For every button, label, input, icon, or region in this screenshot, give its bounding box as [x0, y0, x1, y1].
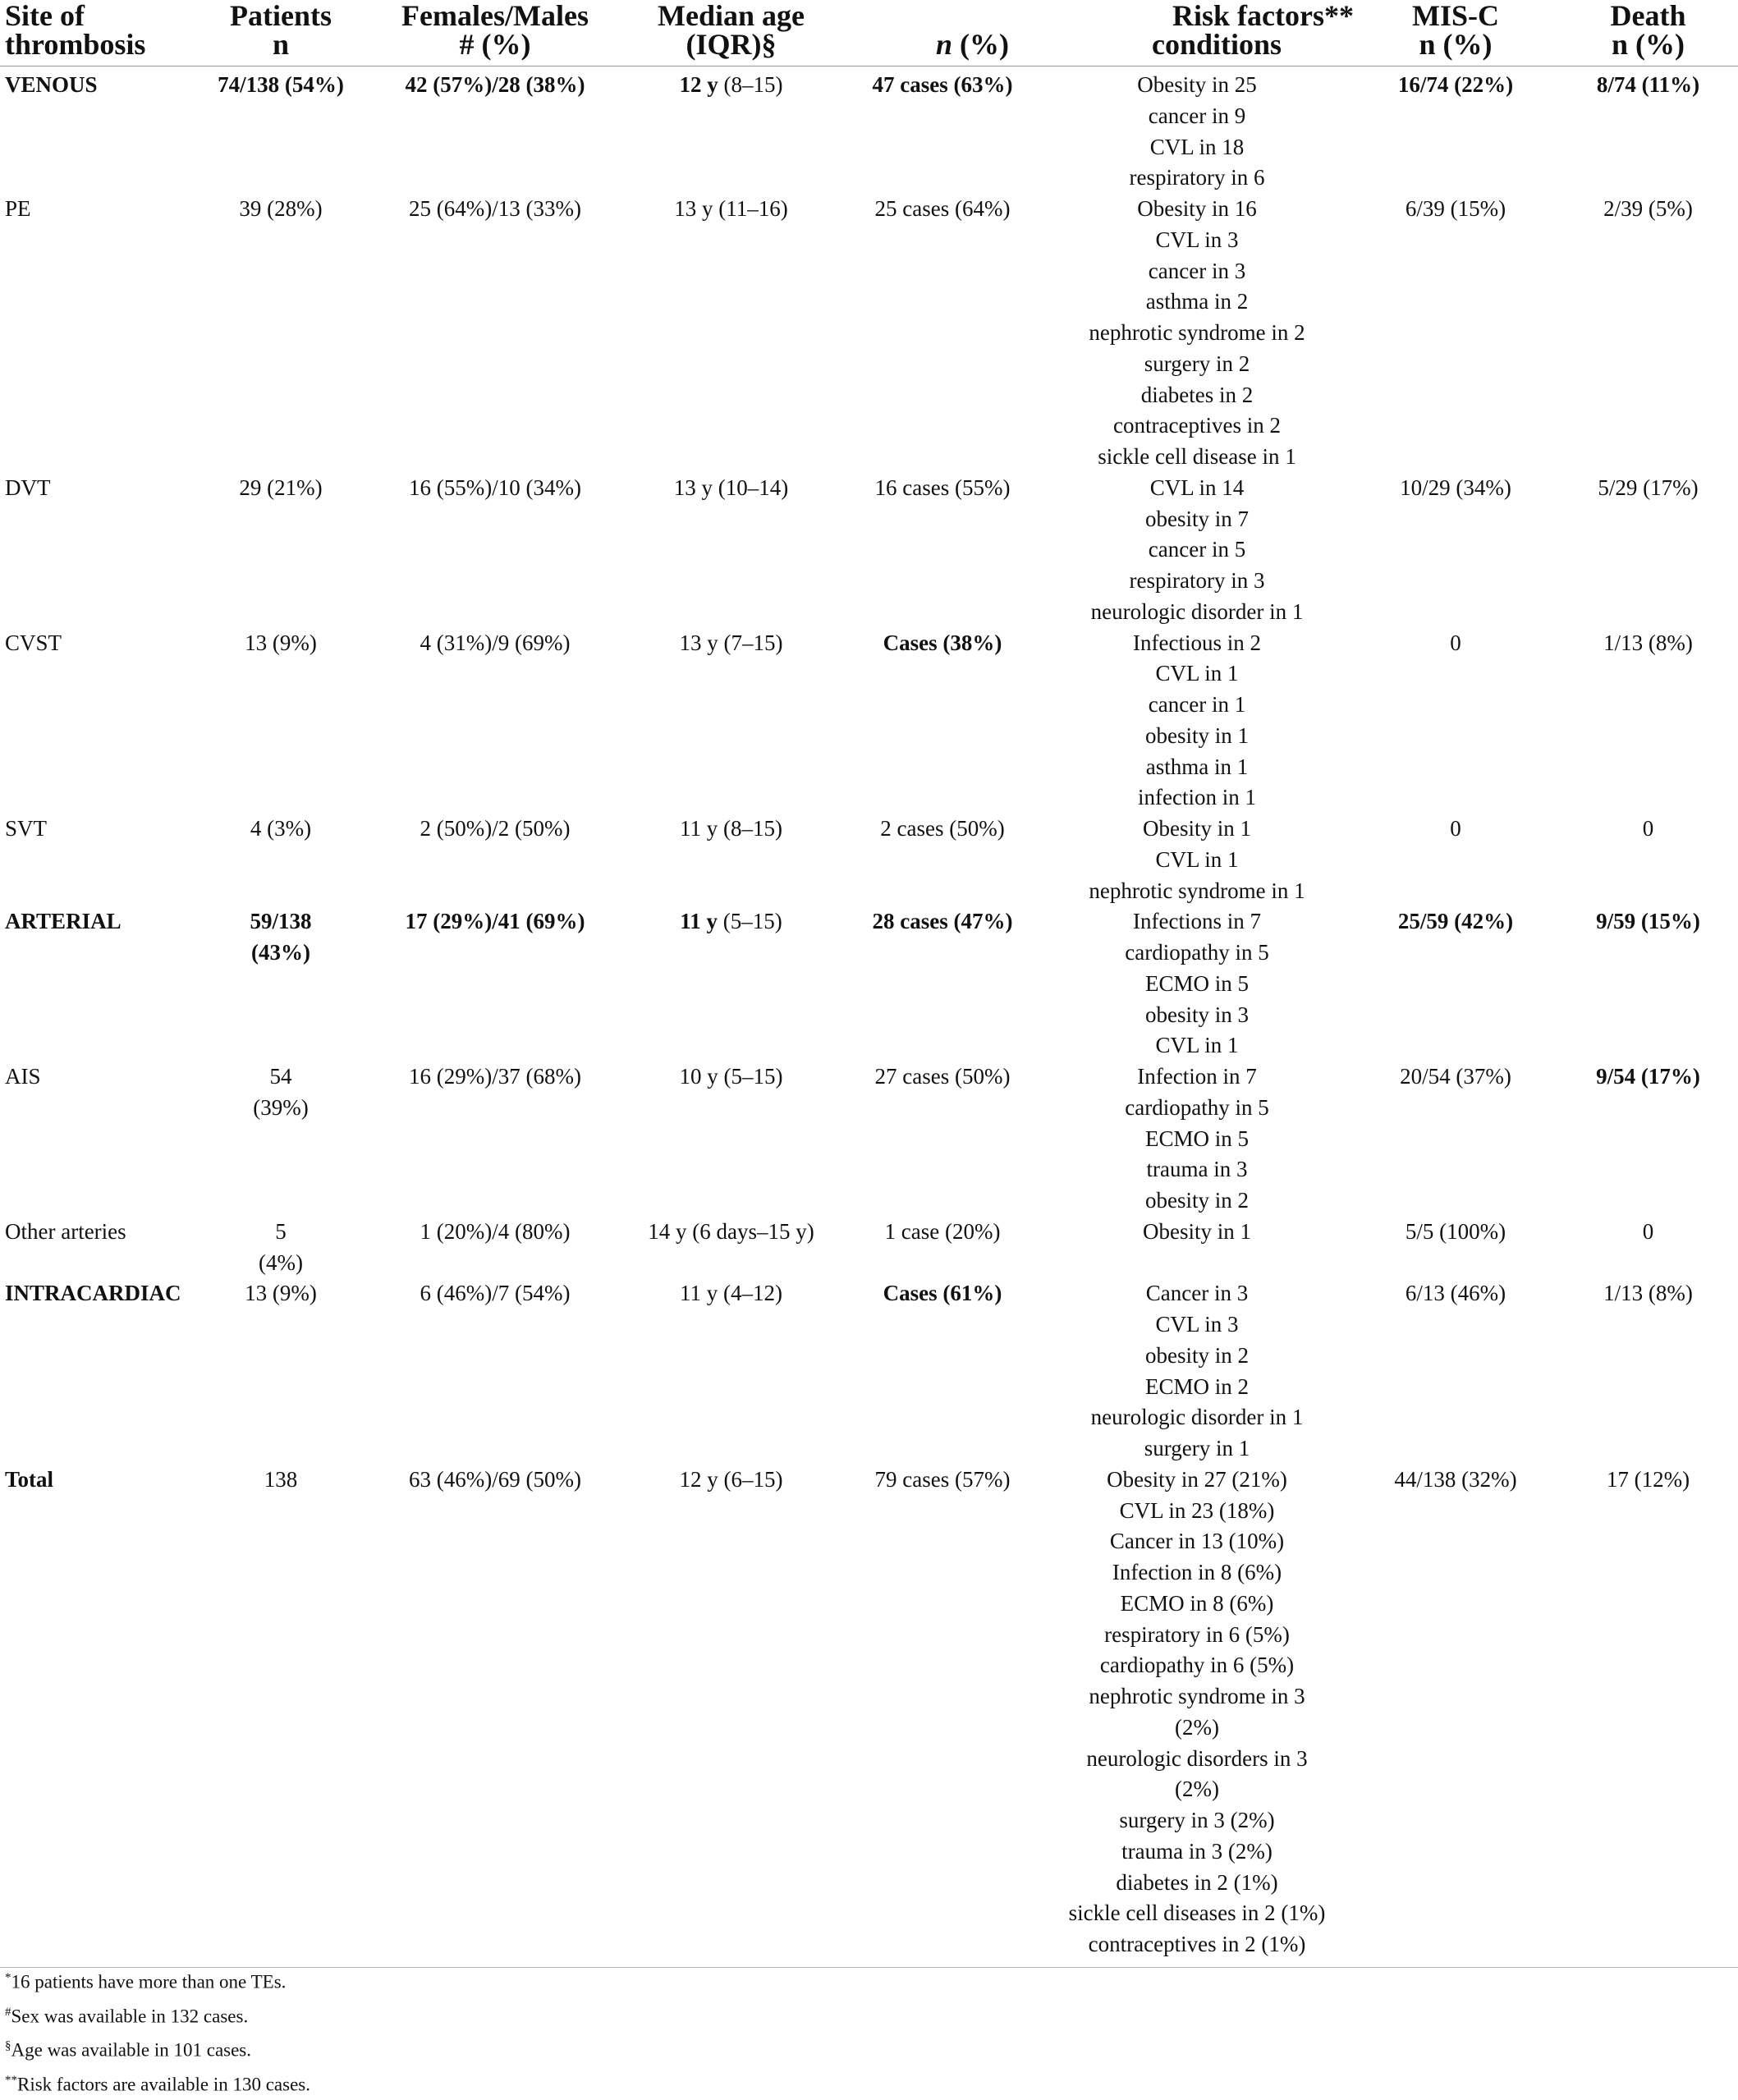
condition-item: CVL in 3 — [1155, 227, 1239, 252]
cell-text: Cases (61%) — [883, 1281, 1002, 1306]
cell-text: 13 (9%) — [245, 630, 317, 655]
death-cell — [1558, 473, 1738, 628]
cell-text: 5/29 (17%) — [1598, 475, 1699, 500]
condition-item: nephrotic syndrome in 2 — [1089, 320, 1305, 345]
footnote-text: Age was available in 101 cases. — [11, 2039, 252, 2061]
age-cell — [618, 194, 844, 473]
cell-text: 0 — [1642, 1218, 1654, 1244]
risk-n-cell — [844, 1278, 1041, 1465]
cell-text: 6/13 (46%) — [1405, 1281, 1506, 1306]
cell-text: 0 — [1642, 816, 1654, 841]
misc-cell — [1353, 1278, 1558, 1465]
condition-item: CVL in 23 (18%) — [1119, 1497, 1275, 1523]
condition-item: cancer in 9 — [1148, 103, 1246, 128]
cell-text: 59/138 — [250, 909, 312, 934]
condition-item: cardiopathy in 5 — [1125, 1094, 1269, 1120]
cell-text: 138 — [264, 1466, 298, 1492]
cell-text: 1 (20%)/4 (80%) — [420, 1218, 571, 1244]
sex-cell — [372, 1061, 618, 1217]
conditions-cell — [1041, 628, 1353, 814]
condition-item: Obesity in 16 — [1137, 196, 1257, 221]
condition-item: cardiopathy in 6 (5%) — [1099, 1653, 1295, 1678]
site-cell: CVST — [5, 630, 62, 655]
misc-cell — [1353, 906, 1558, 1061]
condition-item: cancer in 5 — [1148, 537, 1246, 562]
condition-item: diabetes in 2 — [1140, 382, 1254, 407]
patients-cell — [190, 194, 372, 473]
condition-item: Obesity in 25 — [1137, 72, 1257, 97]
condition-item: ECMO in 5 — [1144, 1126, 1249, 1151]
cell-text: 11 y (8–15) — [680, 816, 782, 841]
death-cell — [1558, 814, 1738, 906]
site-cell: Other arteries — [5, 1218, 126, 1244]
header-sex: Females/Males # (%) — [372, 0, 618, 66]
patients-cell — [190, 906, 372, 1061]
cell-text: 4 (31%)/9 (69%) — [420, 630, 571, 655]
age-cell — [618, 906, 844, 1061]
header-site: Site of thrombosis — [0, 0, 190, 66]
cell-text: (39%) — [253, 1094, 309, 1120]
sex-cell — [372, 814, 618, 906]
footnote — [5, 2031, 310, 2066]
condition-item: infection in 1 — [1138, 785, 1256, 810]
condition-item: obesity in 7 — [1145, 506, 1249, 531]
cell-text: (43%) — [251, 940, 310, 965]
risk-n-cell — [844, 194, 1041, 473]
condition-item: asthma in 1 — [1145, 754, 1249, 779]
cell-text: Cases (38%) — [883, 630, 1002, 655]
misc-cell — [1353, 473, 1558, 628]
cell-text: 2 cases (50%) — [880, 816, 1005, 841]
patients-cell — [190, 1465, 372, 1968]
cell-text: 39 (28%) — [239, 196, 323, 221]
table-row — [0, 194, 1738, 473]
footnote-text: Sex was available in 132 cases. — [11, 2006, 249, 2027]
cell-text: 63 (46%)/69 (50%) — [409, 1466, 581, 1492]
condition-item: Obesity in 1 — [1143, 1218, 1251, 1244]
conditions-cell — [1041, 814, 1353, 906]
table-row — [0, 906, 1738, 1061]
condition-item: sickle cell disease in 1 — [1098, 444, 1296, 469]
condition-item: surgery in 2 — [1144, 351, 1250, 376]
table-row — [0, 814, 1738, 906]
age-cell — [618, 628, 844, 814]
condition-item: cancer in 1 — [1148, 692, 1246, 717]
conditions-cell — [1041, 66, 1353, 195]
cell-text: 27 cases (50%) — [874, 1064, 1011, 1089]
cell-text: 20/54 (37%) — [1400, 1064, 1511, 1089]
cell-text: 79 cases (57%) — [874, 1466, 1011, 1492]
cell-text: 11 y — [680, 909, 718, 934]
misc-cell — [1353, 1465, 1558, 1968]
condition-item: CVL in 3 — [1155, 1312, 1239, 1337]
cell-text: 0 — [1450, 816, 1461, 841]
risk-n-cell — [844, 1465, 1041, 1968]
cell-text: 16 (55%)/10 (34%) — [409, 475, 581, 500]
misc-cell — [1353, 814, 1558, 906]
cell-text: 12 y (6–15) — [679, 1466, 783, 1492]
footnote-mark: # — [5, 2005, 11, 2019]
sex-cell — [372, 473, 618, 628]
sex-cell — [372, 1278, 618, 1465]
condition-item: respiratory in 3 — [1129, 568, 1265, 593]
header-risk-conditions: conditions — [1152, 28, 1282, 61]
cell-text: 16/74 (22%) — [1397, 72, 1514, 97]
site-cell: INTRACARDIAC — [5, 1281, 181, 1306]
footnotes — [5, 1963, 310, 2100]
table-row — [0, 1217, 1738, 1279]
cell-text: 1/13 (8%) — [1603, 1281, 1693, 1306]
misc-cell — [1353, 1061, 1558, 1217]
conditions-cell — [1041, 906, 1353, 1061]
sex-cell — [372, 1217, 618, 1279]
footnote-text: 16 patients have more than one TEs. — [11, 1971, 287, 1992]
table-row — [0, 1061, 1738, 1217]
cell-text: 12 y — [679, 72, 718, 97]
site-cell: AIS — [5, 1064, 41, 1089]
death-cell — [1558, 628, 1738, 814]
cell-text: 9/54 (17%) — [1596, 1064, 1700, 1089]
patients-cell — [190, 66, 372, 195]
condition-item: CVL in 1 — [1155, 1033, 1239, 1058]
condition-item: neurologic disorder in 1 — [1090, 1405, 1304, 1430]
condition-item: CVL in 1 — [1155, 661, 1239, 686]
header-risk-factors — [844, 0, 1353, 66]
header-patients: Patients n — [190, 0, 372, 66]
cell-text: 10/29 (34%) — [1400, 475, 1511, 500]
footnote — [5, 1963, 310, 1997]
condition-item: nephrotic syndrome in 3 — [1089, 1684, 1305, 1708]
table-row — [0, 66, 1738, 195]
age-cell — [618, 473, 844, 628]
conditions-cell — [1041, 1278, 1353, 1465]
condition-item: diabetes in 2 (1%) — [1116, 1869, 1278, 1895]
header-age: Median age (IQR)§ — [618, 0, 844, 66]
cell-text: (8–15) — [718, 72, 783, 97]
sex-cell — [372, 628, 618, 814]
risk-n-cell — [844, 473, 1041, 628]
footnote — [5, 2066, 310, 2100]
table-body — [0, 66, 1738, 1968]
cell-text: (4%) — [259, 1249, 303, 1275]
site-cell: VENOUS — [5, 72, 98, 97]
misc-cell — [1353, 1217, 1558, 1279]
death-cell — [1558, 1278, 1738, 1465]
condition-item: CVL in 14 — [1149, 475, 1245, 500]
site-cell: PE — [5, 196, 31, 221]
cell-text: 5/5 (100%) — [1405, 1218, 1506, 1244]
cell-text: 25 (64%)/13 (33%) — [409, 196, 581, 221]
condition-item: Infectious in 2 — [1133, 630, 1261, 655]
misc-cell — [1353, 194, 1558, 473]
death-cell — [1558, 1465, 1738, 1968]
condition-item: Infection in 7 — [1137, 1064, 1257, 1089]
age-cell — [618, 1465, 844, 1968]
site-cell: ARTERIAL — [5, 909, 122, 934]
condition-item: respiratory in 6 (5%) — [1104, 1621, 1290, 1647]
sex-cell — [372, 194, 618, 473]
cell-text: 74/138 (54%) — [218, 72, 344, 97]
footnote-text: Risk factors are available in 130 cases. — [17, 2074, 311, 2095]
cell-text: 1 case (20%) — [884, 1218, 1001, 1244]
risk-n-cell — [844, 1061, 1041, 1217]
patients-cell — [190, 1217, 372, 1279]
cell-text: 13 y (10–14) — [673, 475, 789, 500]
condition-item: neurologic disorder in 1 — [1090, 598, 1304, 624]
cell-text: 17 (29%)/41 (69%) — [405, 909, 585, 934]
condition-item: trauma in 3 (2%) — [1121, 1838, 1273, 1864]
sex-cell — [372, 1465, 618, 1968]
cell-text: 2 (50%)/2 (50%) — [420, 816, 571, 841]
condition-item: Cancer in 13 (10%) — [1109, 1529, 1285, 1554]
cell-text: 10 y (5–15) — [679, 1064, 783, 1089]
footnote-mark: § — [5, 2039, 11, 2053]
header-misc: MIS-C n (%) — [1353, 0, 1558, 66]
footnote-mark: * — [5, 1971, 11, 1984]
cell-text: 6 (46%)/7 (54%) — [420, 1281, 571, 1306]
table-row — [0, 1278, 1738, 1465]
death-cell — [1558, 1061, 1738, 1217]
risk-n-cell — [844, 628, 1041, 814]
table-header-row — [0, 0, 1738, 66]
cell-text: 5 — [275, 1218, 287, 1244]
condition-item: obesity in 2 — [1145, 1188, 1249, 1213]
condition-item: CVL in 18 — [1149, 134, 1245, 159]
cell-text: 28 cases (47%) — [872, 909, 1013, 934]
cell-text: 6/39 (15%) — [1405, 196, 1506, 221]
cell-text: 16 (29%)/37 (68%) — [409, 1064, 581, 1089]
cell-text: 17 (12%) — [1606, 1466, 1690, 1492]
risk-n-cell — [844, 1217, 1041, 1279]
cell-text: 29 (21%) — [239, 475, 323, 500]
cell-text: 42 (57%)/28 (38%) — [405, 72, 585, 97]
cell-text: 13 (9%) — [245, 1281, 317, 1306]
site-cell: Total — [0, 1465, 190, 1968]
death-cell — [1558, 194, 1738, 473]
condition-item: obesity in 3 — [1145, 1002, 1249, 1027]
cell-text: 16 cases (55%) — [874, 475, 1011, 500]
conditions-cell — [1041, 1217, 1353, 1279]
condition-item: Cancer in 3 — [1145, 1281, 1249, 1306]
patients-cell — [190, 473, 372, 628]
condition-item: nephrotic syndrome in 1 — [1089, 878, 1305, 903]
cell-text: 14 y (6 days–15 y) — [648, 1218, 814, 1244]
age-cell — [618, 1061, 844, 1217]
footnote-mark: ** — [5, 2073, 17, 2087]
cell-text: 8/74 (11%) — [1596, 72, 1700, 97]
condition-item: asthma in 2 — [1145, 289, 1249, 314]
cell-text: 13 y (11–16) — [674, 196, 788, 221]
cell-text: 2/39 (5%) — [1603, 196, 1693, 221]
misc-cell — [1353, 628, 1558, 814]
age-cell — [618, 66, 844, 195]
misc-cell — [1353, 66, 1558, 195]
death-cell — [1558, 66, 1738, 195]
condition-item: (2%) — [1175, 1777, 1219, 1802]
condition-item: contraceptives in 2 — [1113, 413, 1281, 438]
risk-n-cell — [844, 66, 1041, 195]
conditions-cell — [1041, 1061, 1353, 1217]
header-risk-n: n (%) — [936, 28, 1010, 61]
cell-text: 1/13 (8%) — [1603, 630, 1693, 655]
condition-item: obesity in 2 — [1145, 1342, 1249, 1368]
condition-item: respiratory in 6 — [1129, 165, 1265, 190]
condition-item: surgery in 3 (2%) — [1119, 1808, 1275, 1832]
cell-text: 47 cases (63%) — [872, 72, 1013, 97]
cell-text: 0 — [1450, 630, 1461, 655]
risk-n-cell — [844, 906, 1041, 1061]
condition-item: trauma in 3 — [1146, 1157, 1248, 1182]
cell-text: 25/59 (42%) — [1397, 909, 1514, 934]
patients-cell — [190, 1061, 372, 1217]
site-cell: DVT — [5, 475, 51, 500]
cell-text: 11 y (4–12) — [680, 1281, 782, 1306]
condition-item: (2%) — [1175, 1714, 1219, 1740]
condition-item: Obesity in 1 — [1143, 816, 1251, 841]
cell-text: 54 — [269, 1064, 292, 1089]
condition-item: ECMO in 8 (6%) — [1120, 1590, 1274, 1616]
cell-text: 44/138 (32%) — [1394, 1466, 1517, 1492]
cell-text: 9/59 (15%) — [1596, 909, 1700, 934]
age-cell — [618, 814, 844, 906]
cell-text: 4 (3%) — [250, 816, 312, 841]
patients-cell — [190, 1278, 372, 1465]
condition-item: sickle cell diseases in 2 (1%) — [1068, 1901, 1326, 1926]
table-row — [0, 1465, 1738, 1968]
sex-cell — [372, 66, 618, 195]
conditions-cell — [1041, 1465, 1353, 1968]
condition-item: neurologic disorders in 3 — [1086, 1745, 1308, 1771]
condition-item: CVL in 1 — [1155, 846, 1239, 872]
age-cell — [618, 1278, 844, 1465]
conditions-cell — [1041, 473, 1353, 628]
footnote — [5, 1997, 310, 2032]
patients-cell — [190, 814, 372, 906]
header-risk-title: Risk factors** — [1172, 0, 1354, 32]
conditions-cell — [1041, 194, 1353, 473]
condition-item: ECMO in 5 — [1144, 970, 1249, 996]
condition-item: Infections in 7 — [1133, 909, 1261, 934]
cell-text: 13 y (7–15) — [679, 630, 783, 655]
condition-item: Infection in 8 (6%) — [1112, 1560, 1282, 1584]
death-cell — [1558, 1217, 1738, 1279]
site-cell: SVT — [5, 816, 48, 841]
cell-text: (5–15) — [718, 909, 782, 934]
table-row — [0, 473, 1738, 628]
condition-item: contraceptives in 2 (1%) — [1088, 1932, 1306, 1956]
death-cell — [1558, 906, 1738, 1061]
condition-item: cancer in 3 — [1148, 258, 1246, 283]
sex-cell — [372, 906, 618, 1061]
condition-item: Obesity in 27 (21%) — [1107, 1466, 1287, 1492]
cell-text: 25 cases (64%) — [874, 196, 1011, 221]
age-cell — [618, 1217, 844, 1279]
risk-n-cell — [844, 814, 1041, 906]
condition-item: surgery in 1 — [1144, 1436, 1250, 1460]
condition-item: cardiopathy in 5 — [1125, 940, 1269, 965]
table-row — [0, 628, 1738, 814]
header-death: Death n (%) — [1558, 0, 1738, 66]
patients-cell — [190, 628, 372, 814]
condition-item: ECMO in 2 — [1144, 1373, 1249, 1399]
condition-item: obesity in 1 — [1145, 722, 1249, 748]
